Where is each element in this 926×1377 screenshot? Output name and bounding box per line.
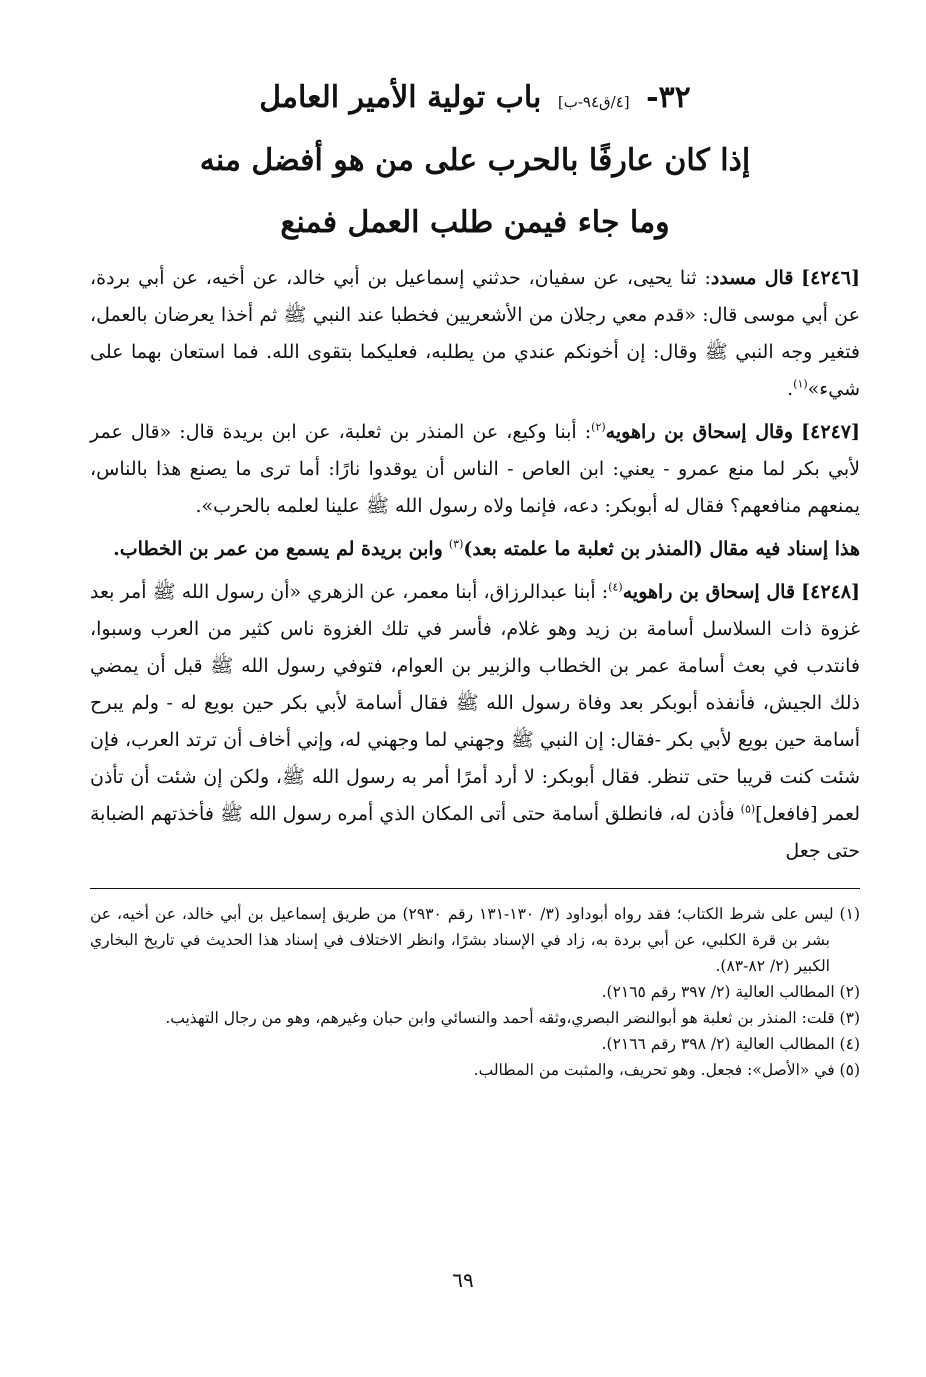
footnote-ref: (٤) — [608, 580, 623, 594]
footnote-5: (٥) في «الأصل»: فجعل. وهو تحريف، والمثبت من المطالب. — [473, 1061, 860, 1079]
footnote-ref: (٣) — [448, 537, 464, 551]
manuscript-reference: [٤/ق٩٤-ب] — [557, 93, 630, 111]
hadith-4248 — [90, 574, 860, 870]
hadith-narrator: قال إسحاق بن راهويه — [622, 581, 796, 603]
comment-text: هذا إسناد فيه مقال (المنذر بن ثعلبة ما علمته بعد) — [463, 538, 860, 560]
hadith-4246 — [90, 260, 860, 408]
hadith-narrator: قال مسدد — [710, 267, 794, 289]
heading-title: باب تولية الأمير العامل — [259, 80, 542, 115]
footnote-ref: (٥) — [740, 802, 756, 816]
footnote-ref: (١) — [793, 377, 808, 391]
footnote-ref: (٢) — [591, 420, 606, 434]
hadith-narrator: وقال إسحاق بن راهويه — [605, 421, 794, 443]
footnote-3: (٣) قلت: المنذر بن ثعلبة هو أبوالنضر البصري،وثقه أحمد والنسائي وابن حبان وغيرهم، وهو من رجال التهذيب. — [165, 1009, 860, 1027]
hadith-ending: . — [787, 378, 794, 400]
hadith-text-continued: فأذن له، فانطلق أسامة حتى أتى المكان الذي أمره رسول الله ﷺ فأخذتهم الضبابة حتى جعل — [90, 803, 860, 862]
hadith-text: : ثنا يحيى، عن سفيان، حدثني إسماعيل بن أبي خالد، عن أخيه، عن أبي بردة، عن أبي موسى قال: «قدم معي رجلان من الأشعريين فخطبا عند النبي ﷺ ثم أخذا يعرضان بالعمل، فتغير وجه النبي ﷺ وقال: إن أخونكم عندي من يطلبه، فعليكما بتقوى الله. فما استعان بهما على شيء» — [90, 267, 860, 400]
page-body — [90, 70, 860, 1083]
chapter-number: ٣٢- — [646, 80, 691, 115]
hadith-number: [٤٢٤٦] — [801, 267, 860, 289]
footnote-divider — [90, 888, 860, 889]
heading-line-1 — [90, 70, 860, 130]
hadith-number: [٤٢٤٧] — [801, 421, 860, 443]
footnote-4: (٤) المطالب العالية (٢/ ٣٩٨ رقم ٢١٦٦). — [601, 1035, 860, 1053]
page-number: ٦٩ — [452, 1268, 474, 1292]
hadith-4247 — [90, 414, 860, 525]
comment-end: وابن بريدة لم يسمع من عمر بن الخطاب. — [113, 538, 443, 560]
hadith-text: : أبنا عبدالرزاق، أبنا معمر، عن الزهري «أن رسول الله ﷺ أمر بعد غزوة ذات السلاسل أسامة بن زيد وهو غلام، فأسر في تلك الغزوة ناس كثير من العرب وسبوا، فانتدب في بعث أسامة عمر بن الخطاب والزبير بن العوام، فتوفي رسول الله ﷺ قبل أن يمضي ذلك الجيش، فأنفذه أبوبكر بعد وفاة رسول الله ﷺ فقال أسامة لأبي بكر حين بويع له - ولم يبرح أسامة حين بويع لأبي بكر -فقال: إن النبي ﷺ وجهني لما وجهني له، وإني أخاف أن ترتد العرب، فإن شئت كنت قريبا حتى تنظر. فقال أبوبكر: لا أرد أمرًا أمر به رسول الله ﷺ، ولكن إن شئت أن تأذن لعمر [فافعل] — [90, 581, 860, 825]
isnad-comment — [90, 531, 860, 568]
heading-line-3: وما جاء فيمن طلب العمل فمنع — [280, 205, 670, 240]
hadith-number: [٤٢٤٨] — [801, 581, 860, 603]
footnote-1: (١) ليس على شرط الكتاب؛ فقد رواه أبوداود (٣/ ١٣٠-١٣١ رقم ٢٩٣٠) من طريق إسماعيل بن أبي خالد، عن أخيه، عن بشر بن قرة الكلبي، عن أبي بردة به، زاد في الإسناد بشرًا، وانظر الاختلاف في إسناد هذا الحديث في تاريخ البخاري الكبير (٢/ ٨٢-٨٣). — [90, 905, 860, 975]
footnote-2: (٢) المطالب العالية (٢/ ٣٩٧ رقم ٢١٦٥). — [601, 983, 860, 1001]
chapter-heading — [90, 70, 860, 254]
hadith-text: : أبنا وكيع، عن المنذر بن ثعلبة، عن ابن بريدة قال: «قال عمر لأبي بكر لما منع عمرو - يعني: ابن العاص - الناس أن يوقدوا نارًا: أما ترى ما يصنع هذا بالناس، يمنعهم منافعهم؟ فقال له أبوبكر: دعه، فإنما ولاه رسول الله ﷺ علينا لعلمه بالحرب». — [90, 421, 860, 517]
heading-line-2: إذا كان عارفًا بالحرب على من هو أفضل منه — [199, 143, 751, 178]
